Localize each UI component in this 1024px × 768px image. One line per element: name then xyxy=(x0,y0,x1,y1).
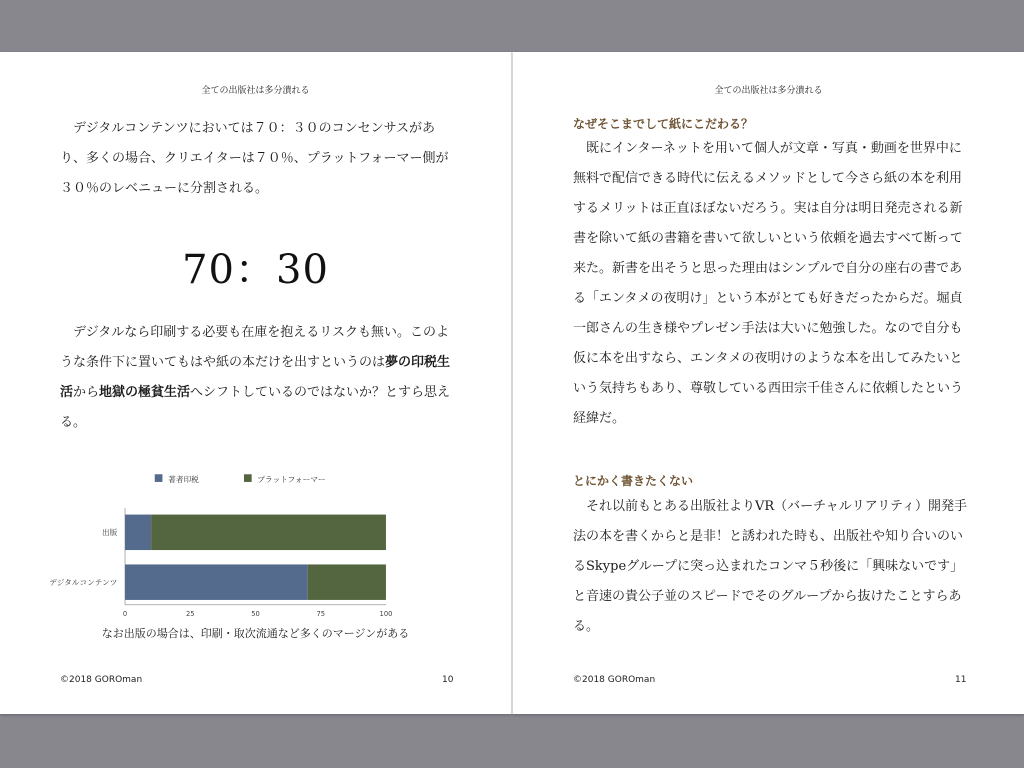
ratio-heading: 70：30 xyxy=(182,247,329,293)
paragraph-text xyxy=(60,318,454,438)
paragraph-text: 既にインターネットを用いて個人が文章・写真・動画を世界中に無料で配信できる時代に伝えるメソッドとして今さら紙の本を利用するメリットは正直ほぼないだろう。実は自分は明日発売される新書を除いて紙の書籍を書いて欲しいという依頼を過去すべて断って来た。新書を出そうと思った理由はシンプルで自分の座右の書である「エンタメの夜明け」という本がとても好きだったからだ。堀貞一郎さんの生き様やプレゼン手法は大いに勉強した。なので自分も仮に本を出すなら、エンタメの夜明けのような本を出してみたいという気持ちもあり、尊敬している西田宗千佳さんに依頼したという経緯だ。 xyxy=(573,141,964,426)
section-heading-why-paper: なぜそこまでして紙にこだわる？ xyxy=(573,117,754,131)
category-label-1: デジタルコンテンツ xyxy=(49,578,118,588)
paragraph-why-paper xyxy=(573,134,967,434)
paragraph-vr-book xyxy=(573,492,967,642)
legend-label-1: プラットフォーマー xyxy=(257,474,326,484)
left-page xyxy=(0,52,511,714)
text-run: から xyxy=(73,385,100,400)
x-tick-label-3: 75 xyxy=(316,610,325,619)
paragraph-text: それ以前もとある出版社よりVR（バーチャルリアリティ）開発手法の本を書くからと是非！と誘われた時も、出版社や知り合いのいるSkypeグループに突っ込まれたコンマ５秒後に「興味ないです」と音速の貴公子並のスピードでそのグループから抜けたことすらある。 xyxy=(573,499,967,634)
paragraph-text: デジタルコンテンツにおいては７０：３０のコンセンサスがあり、多くの場合、クリエイターは７０％、プラットフォーマー側が３０％のレベニューに分割される。 xyxy=(60,121,449,196)
page-number: 10 xyxy=(442,675,454,685)
royalty-stacked-bar-chart xyxy=(30,457,410,622)
footer-copyright: ©2018 GOROman xyxy=(60,675,143,685)
page-number: 11 xyxy=(955,675,967,685)
bold-phrase-hell: 地獄の極貧生活 xyxy=(99,385,191,400)
running-head: 全ての出版社は多分潰れる xyxy=(201,86,310,96)
category-label-0: 出版 xyxy=(102,528,118,538)
text-run: へシフトしているのではないか？とすら思える。 xyxy=(60,385,451,430)
bar-0-1 xyxy=(151,515,386,550)
bar-1-1 xyxy=(308,564,386,599)
bar-0-0 xyxy=(125,515,151,550)
legend-swatch-0 xyxy=(155,474,163,482)
legend-label-0: 著者印税 xyxy=(168,474,199,484)
bold-phrase-dream: 夢の印税生活 xyxy=(60,355,451,400)
chart-caption: なお出版の場合は、印刷・取次流通など多くのマージンがある xyxy=(101,627,410,640)
right-page xyxy=(513,52,1024,714)
x-tick-label-2: 50 xyxy=(251,610,260,619)
paragraph-70-30-consensus xyxy=(60,114,454,204)
bar-1-0 xyxy=(125,564,308,599)
section-heading-dont-want-to-write: とにかく書きたくない xyxy=(573,474,694,488)
text-run: デジタルなら印刷する必要も在庫を抱えるリスクも無い。このような条件下に置いてもはや紙の本だけを出すというのは xyxy=(60,325,449,370)
paragraph-digital-risk xyxy=(60,318,454,438)
footer-copyright: ©2018 GOROman xyxy=(573,675,656,685)
x-tick-label-4: 100 xyxy=(379,610,393,619)
x-tick-label-1: 25 xyxy=(185,610,195,619)
x-tick-label-0: 0 xyxy=(122,610,128,619)
running-head: 全ての出版社は多分潰れる xyxy=(714,86,823,96)
legend-swatch-1 xyxy=(244,474,252,482)
